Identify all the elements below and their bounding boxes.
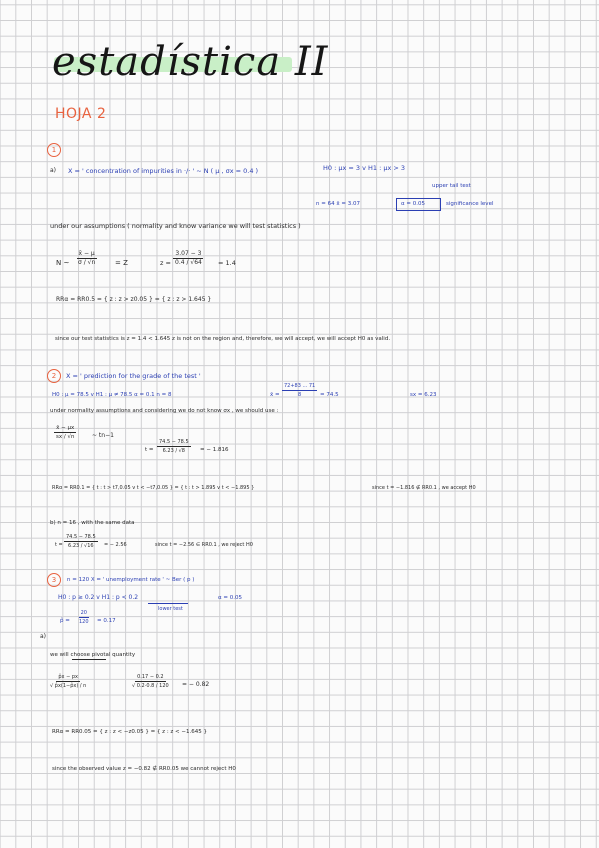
q1-hypotheses: H0 : μx = 3 v H1 : μx > 3: [323, 164, 406, 172]
q2-rejection-note: since t = −1.816 ∉ RR0.1 , we accept H0: [372, 485, 476, 491]
q2-pivot-fraction: [54, 424, 76, 441]
q1-pivot-denominator: σ / √n: [78, 259, 96, 266]
q2-t-denominator: 6.23 / √8: [162, 448, 185, 454]
q2-rejection-region: RRα = RR0.1 = { t : t > t7,0.05 v t < −t7,0.05 } = { t : t > 1.895 v t < −1.895 }: [52, 485, 255, 491]
q2-b-result: = − 2.56: [104, 542, 127, 548]
q1-significance-label: significance level: [446, 201, 494, 207]
q1-definition: X = ' concentration of impurities in ·/· ' ~ N ( μ , σx = 0.4 ): [68, 167, 259, 175]
q3-tail-underline: [148, 603, 188, 604]
q2-b-numerator: 74.5 − 78.5: [66, 534, 96, 540]
exercise-2-number: 2: [47, 369, 61, 383]
q1-pivot-numerator: x̄ − μ: [78, 250, 95, 257]
q2-pivot-distribution: ~ tn−1: [92, 432, 114, 439]
q1-sample-values: n = 64 x̄ = 3.07: [316, 201, 360, 207]
q3-phat-fraction: [77, 609, 91, 626]
q2-b-conclusion: since t = −2.56 ∈ RR0.1 , we reject H0: [155, 542, 253, 548]
exercise-1-number: 1: [47, 143, 61, 157]
exercise-3-number: 3: [47, 573, 61, 587]
q2-part-b-label: b) n = 16 , with the same data: [50, 520, 135, 526]
q2-t-numerator: 74.5 − 78.5: [159, 439, 189, 445]
q3-rejection-region: RRα = RR0.05 = { z : z < −z0.05 } = { z : z < −1.645 }: [52, 729, 208, 735]
q1-equals-z: = Z: [115, 259, 128, 267]
q1-z-numerator: 3.07 − 3: [175, 250, 202, 257]
q2-b-denominator: 6.23 / √16: [68, 543, 94, 549]
q2-sample-sd: sx = 6.23: [410, 392, 437, 398]
q2-pivot-numerator: x̄ − μx: [56, 425, 75, 431]
q2-xbar-fraction: [282, 382, 317, 399]
q1-pivot-fraction: [76, 250, 97, 267]
q2-xbar-numerator: 72+83 ... 71: [284, 383, 316, 389]
q1-assumptions: under our assumptions ( normality and know variance we will test statistics ): [50, 222, 301, 230]
q3-phat-numerator: 20: [80, 610, 87, 616]
q2-xbar-denominator: 8: [298, 392, 302, 398]
sheet-label: HOJA 2: [55, 106, 107, 122]
q1-z-lhs: z =: [160, 259, 171, 267]
q3-pivot-fraction: [48, 673, 88, 690]
q2-definition: X = ' prediction for the grade of the test ': [66, 372, 201, 380]
q2-b-fraction: [64, 533, 98, 550]
q3-definition: n = 120 X = ' unemployment rate ' ~ Ber ( p ): [67, 577, 195, 583]
q2-xbar-result: = 74.5: [320, 392, 339, 398]
q3-pivot-text: we will choose pivotal quantity: [50, 652, 136, 658]
page-title: estadística II: [52, 39, 329, 85]
q3-conclusion: since the observed value z = −0.82 ∉ RR0.05 we cannot reject H0: [52, 766, 236, 772]
q1-z-result: = 1.4: [218, 259, 236, 267]
q2-hypotheses: H0 : μ = 78.5 v H1 : μ ≠ 78.5 α = 0.1 n = 8: [52, 392, 172, 398]
q3-tail-type: lower test: [158, 606, 183, 612]
q1-rejection-region: RRα = RR0.5 = { z : z > z0.05 } = { z : z > 1.645 }: [56, 296, 212, 303]
q1-z-fraction: [173, 250, 204, 267]
q3-phat-denominator: 120: [79, 619, 89, 625]
q1-conclusion: since our test statistics is z = 1.4 < 1.645 z is not on the region and, therefore, we will accept, we will accept H0 as valid.: [55, 336, 391, 342]
q3-hypotheses: H0 : p ≥ 0.2 v H1 : p < 0.2: [58, 594, 139, 601]
q3-part-a: a): [40, 633, 47, 640]
q1-tail-type: upper tail test: [432, 183, 471, 189]
q2-t-fraction: [157, 438, 191, 455]
q1-part-a: a): [50, 167, 57, 174]
q3-pivot-numerator: p̂x − px: [58, 674, 78, 680]
q2-pivot-denominator: sx / √n: [56, 434, 75, 440]
q2-assumptions: under normality assumptions and considering we do not know σx , we should use :: [50, 408, 279, 414]
q3-phat-lhs: p̂ =: [60, 618, 70, 624]
q2-t-lhs: t =: [145, 447, 154, 453]
q2-t-result: = − 1.816: [200, 447, 229, 453]
q3-z-numerator: 0.17 − 0.2: [137, 674, 164, 680]
q3-alpha: α = 0.05: [218, 595, 242, 601]
q3-z-denominator: √ 0.2·0.8 / 120: [132, 683, 169, 689]
q1-normal-symbol: N ~: [56, 259, 70, 267]
q1-alpha: α = 0.05: [401, 201, 425, 207]
q3-phat-result: = 0.17: [97, 618, 116, 624]
q3-z-fraction: [130, 673, 171, 690]
q3-z-result: = − 0.82: [182, 681, 210, 688]
q3-pivot-underline: [72, 659, 106, 660]
q3-pivot-denominator: √ p̂x(1−p̂x) / n: [50, 683, 87, 689]
q2-b-lhs: t =: [55, 542, 63, 548]
q2-xbar-lhs: x̄ =: [270, 392, 280, 398]
q1-z-denominator: 0.4 / √64: [175, 259, 202, 266]
